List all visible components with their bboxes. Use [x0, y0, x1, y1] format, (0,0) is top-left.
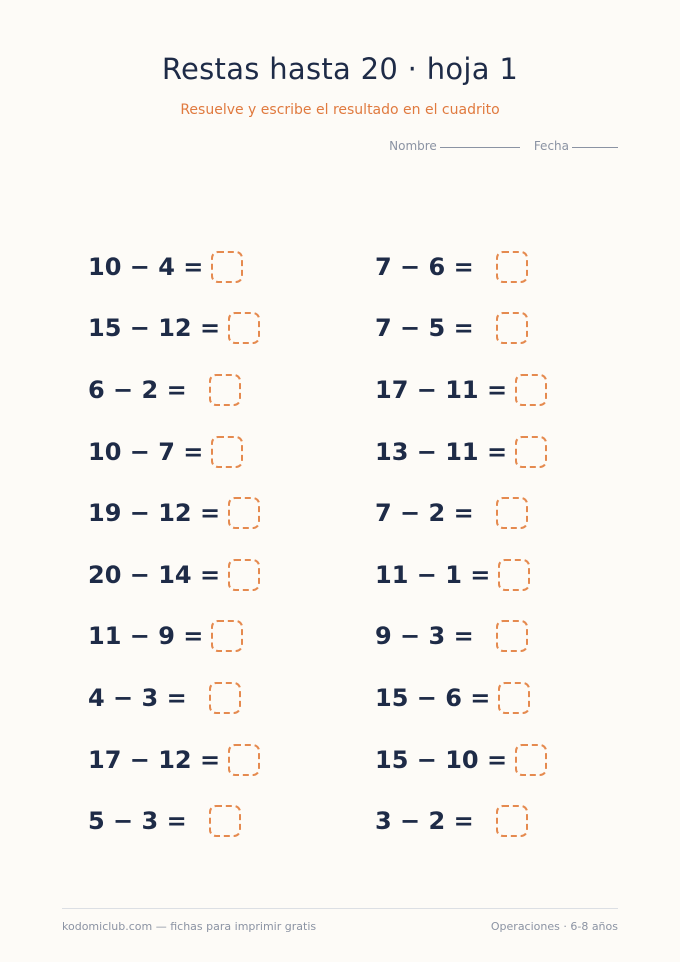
answer-box[interactable] [498, 559, 530, 591]
exercise-text: 3 − 2 = [375, 807, 474, 836]
exercise-row [88, 667, 260, 729]
answer-box[interactable] [228, 497, 260, 529]
answer-box[interactable] [496, 312, 528, 344]
date-field[interactable] [534, 139, 618, 153]
footer-site: kodomiclub.com — fichas para imprimir gratis [62, 920, 317, 933]
exercise-column-left [88, 236, 260, 852]
name-line [440, 146, 520, 148]
exercise-row [88, 236, 260, 298]
answer-box[interactable] [496, 497, 528, 529]
exercise-row [375, 421, 547, 483]
exercise-row [375, 544, 547, 606]
exercise-text: 6 − 2 = [88, 375, 187, 404]
exercise-row [375, 729, 547, 791]
exercise-text: 11 − 9 = [88, 622, 204, 651]
page-title: Restas hasta 20 · hoja 1 [161, 52, 519, 86]
exercise-text: 15 − 10 = [375, 745, 508, 774]
exercise-row [375, 606, 547, 668]
answer-box[interactable] [209, 682, 241, 714]
exercise-row [375, 667, 547, 729]
exercise-text: 4 − 3 = [88, 683, 187, 712]
exercise-row [88, 606, 260, 668]
answer-box[interactable] [496, 620, 528, 652]
exercise-text: 20 − 14 = [88, 560, 221, 589]
exercise-row [88, 482, 260, 544]
exercise-text: 7 − 6 = [375, 252, 474, 281]
exercise-row [375, 298, 547, 360]
answer-box[interactable] [211, 620, 243, 652]
name-label: Nombre [389, 139, 437, 153]
exercise-row [88, 544, 260, 606]
footer-divider [62, 908, 618, 909]
answer-box[interactable] [211, 436, 243, 468]
answer-box[interactable] [209, 805, 241, 837]
exercise-text: 11 − 1 = [375, 560, 491, 589]
answer-box[interactable] [498, 682, 530, 714]
exercise-text: 15 − 6 = [375, 683, 491, 712]
exercise-text: 9 − 3 = [375, 622, 474, 651]
answer-box[interactable] [496, 251, 528, 283]
answer-box[interactable] [209, 374, 241, 406]
exercise-text: 7 − 2 = [375, 499, 474, 528]
answer-box[interactable] [228, 312, 260, 344]
date-label: Fecha [533, 139, 569, 153]
exercise-row [375, 790, 547, 852]
date-line [572, 146, 618, 148]
exercise-column-right [375, 236, 547, 852]
exercise-row [88, 421, 260, 483]
exercise-text: 5 − 3 = [88, 807, 187, 836]
exercise-text: 17 − 12 = [88, 745, 221, 774]
exercise-row [88, 790, 260, 852]
name-field[interactable] [389, 139, 520, 153]
answer-box[interactable] [515, 374, 547, 406]
exercise-row [375, 236, 547, 298]
exercise-text: 17 − 11 = [375, 375, 508, 404]
answer-box[interactable] [211, 251, 243, 283]
answer-box[interactable] [515, 436, 547, 468]
exercise-row [88, 359, 260, 421]
exercise-text: 10 − 7 = [88, 437, 204, 466]
exercise-row [88, 729, 260, 791]
exercise-row [375, 359, 547, 421]
page-subtitle: Resuelve y escribe el resultado en el cuadrito [180, 102, 500, 118]
footer-category: Operaciones · 6-8 años [490, 920, 618, 933]
exercise-text: 13 − 11 = [375, 437, 508, 466]
exercise-row [88, 298, 260, 360]
name-date-fields [389, 139, 618, 153]
answer-box[interactable] [228, 559, 260, 591]
exercise-text: 15 − 12 = [88, 314, 221, 343]
answer-box[interactable] [515, 744, 547, 776]
exercise-row [375, 482, 547, 544]
exercise-text: 19 − 12 = [88, 499, 221, 528]
answer-box[interactable] [496, 805, 528, 837]
exercise-text: 10 − 4 = [88, 252, 204, 281]
answer-box[interactable] [228, 744, 260, 776]
exercise-text: 7 − 5 = [375, 314, 474, 343]
